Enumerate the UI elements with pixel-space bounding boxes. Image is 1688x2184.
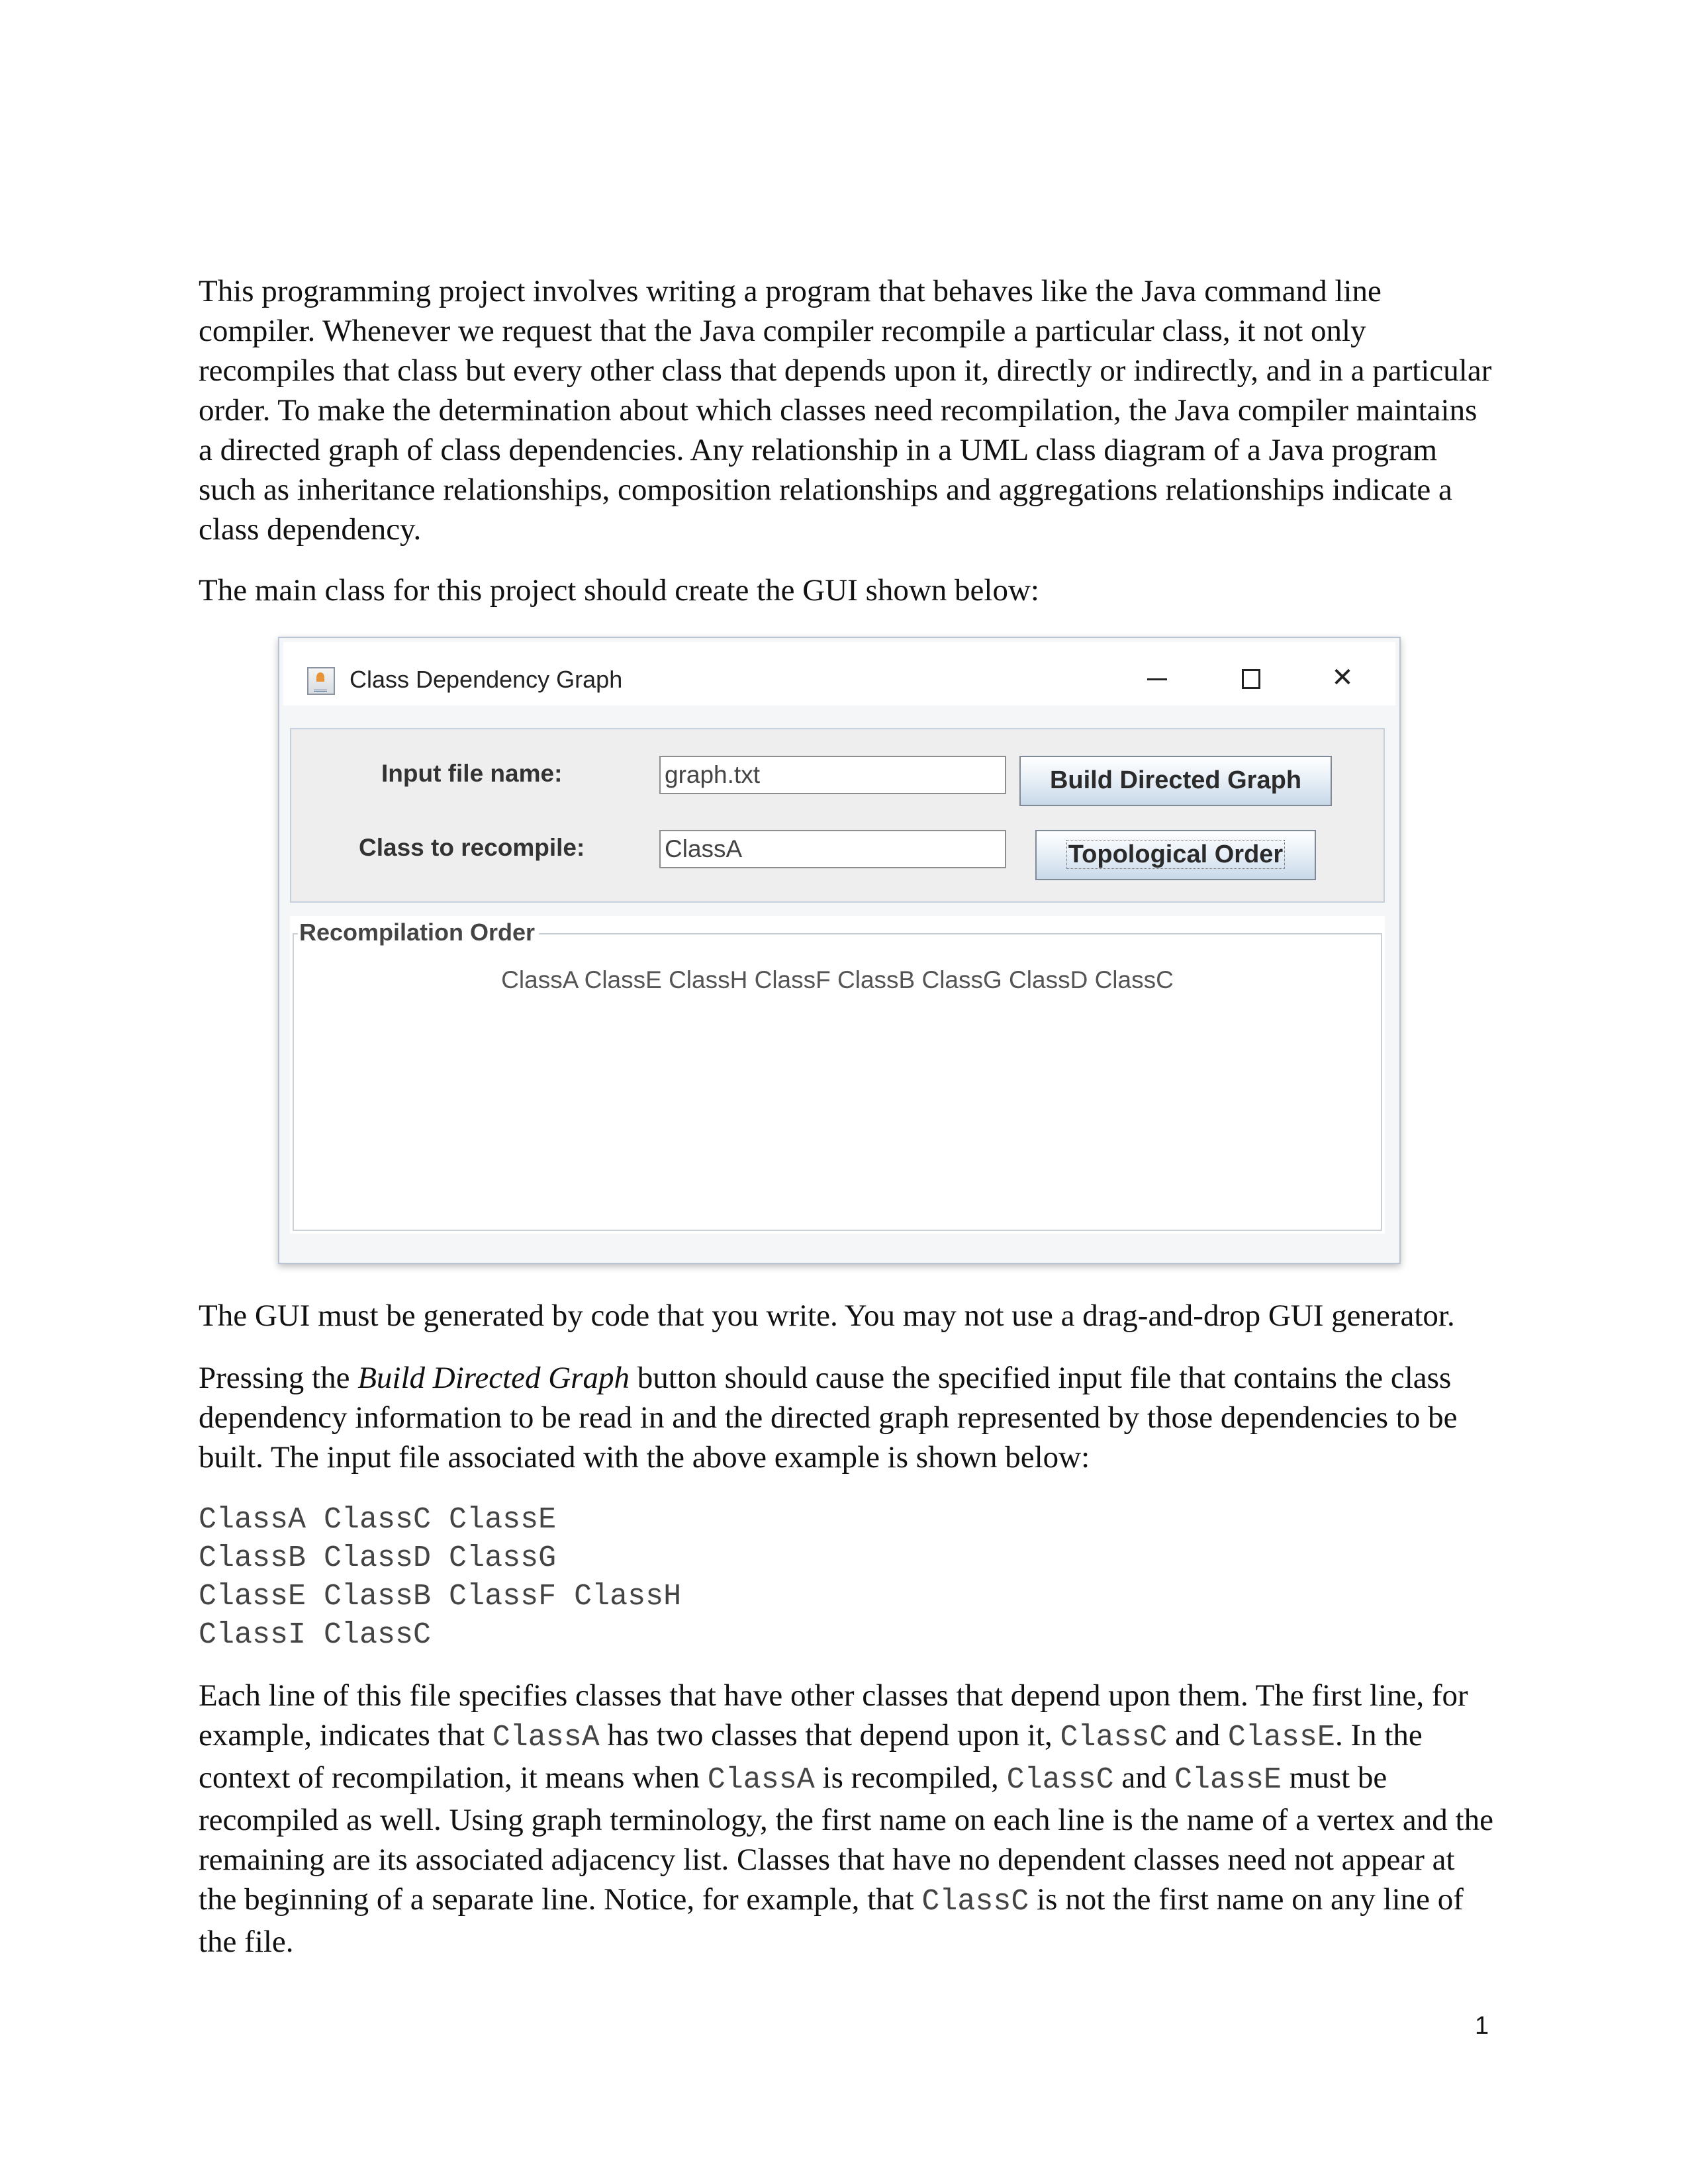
- class-to-recompile-field[interactable]: ClassA: [659, 830, 1006, 868]
- topological-order-button[interactable]: [1035, 830, 1316, 880]
- input-file-listing: [199, 1501, 681, 1655]
- code-line: ClassA ClassC ClassE: [199, 1503, 557, 1537]
- input-file-label: Input file name:: [381, 760, 563, 787]
- text: must be recompiled as well. Using graph terminology, the first name on each line is the name of a vertex and the remaining are its associated adjacency list. Classes that have no dependent classes need not appear at the beginning of a separate line. Notice, for example, that: [199, 1760, 1493, 1917]
- build-button-label: Build Directed Graph: [1049, 766, 1302, 794]
- close-button[interactable]: [1323, 659, 1362, 696]
- recompilation-order-group: [290, 916, 1385, 1234]
- text: button should cause the specified input file that contains the class dependency information to be read in and the directed graph represented by those dependencies to be built. The input file associated with the above example is shown below:: [199, 1361, 1458, 1475]
- input-file-field[interactable]: graph.txt: [659, 756, 1006, 794]
- maximize-icon: [1242, 669, 1260, 689]
- input-panel: [290, 728, 1385, 903]
- recompilation-order-text: ClassA ClassE ClassH ClassF ClassB ClassG ClassD ClassC: [501, 966, 1174, 993]
- text: is recompiled,: [814, 1760, 1007, 1795]
- topo-button-label: Topological Order: [1066, 840, 1285, 869]
- java-cup-icon: [307, 667, 335, 695]
- gui-window: [278, 637, 1401, 1264]
- text: Each line of this file specifies classes that have other classes that depend upon them. The first line, for example, indicates that: [199, 1678, 1468, 1752]
- gui-intro-text: The main class for this project should create the GUI shown below:: [199, 573, 1039, 608]
- text: and: [1167, 1718, 1228, 1752]
- minimize-icon: [1147, 678, 1167, 680]
- code-inline: ClassA: [492, 1721, 600, 1754]
- maximize-button[interactable]: [1231, 659, 1271, 696]
- title-bar[interactable]: [283, 642, 1395, 705]
- code-inline: ClassC: [1060, 1721, 1168, 1754]
- code-inline: ClassE: [1174, 1763, 1282, 1797]
- page-number: 1: [1475, 2012, 1489, 2040]
- text: Pressing the: [199, 1361, 358, 1395]
- class-to-recompile-label: Class to recompile:: [359, 834, 585, 861]
- build-directed-graph-button[interactable]: [1019, 756, 1332, 806]
- text: and: [1113, 1760, 1174, 1795]
- text: . In the context of recompilation, it means when: [199, 1718, 1423, 1795]
- window-title: Class Dependency Graph: [350, 666, 623, 693]
- intro-paragraph: This programming project involves writing a program that behaves like the Java command line compiler. Whenever we request that the Java compiler recompile a particular class, it not only recompiles that class but every other class that depends upon it, directly or indirectly, and in a particular order. To make the determination about which classes need recompilation, the Java compiler maintains a directed graph of class dependencies. Any relationship in a UML class diagram of a Java program such as inheritance relationships, composition relationships and aggregations relationships indicate a class dependency.: [199, 274, 1492, 547]
- close-icon: ✕: [1331, 663, 1354, 692]
- code-inline: ClassC: [921, 1885, 1029, 1919]
- code-line: ClassI ClassC: [199, 1618, 432, 1652]
- group-title: Recompilation Order: [298, 919, 539, 946]
- code-line: ClassB ClassD ClassG: [199, 1541, 557, 1575]
- text: has two classes that depend upon it,: [599, 1718, 1060, 1752]
- text: is not the first name on any line of the file.: [199, 1882, 1464, 1959]
- code-inline: ClassA: [707, 1763, 815, 1797]
- gui-rule-text: The GUI must be generated by code that you write. You may not use a drag-and-drop GUI generator.: [199, 1298, 1455, 1333]
- code-line: ClassE ClassB ClassF ClassH: [199, 1580, 682, 1614]
- build-paragraph: [199, 1358, 1496, 1477]
- code-inline: ClassC: [1006, 1763, 1114, 1797]
- build-directed-graph-emphasis: Build Directed Graph: [357, 1361, 630, 1395]
- minimize-button[interactable]: [1137, 659, 1177, 696]
- code-inline: ClassE: [1227, 1721, 1335, 1754]
- explanation-paragraph: [199, 1676, 1496, 1962]
